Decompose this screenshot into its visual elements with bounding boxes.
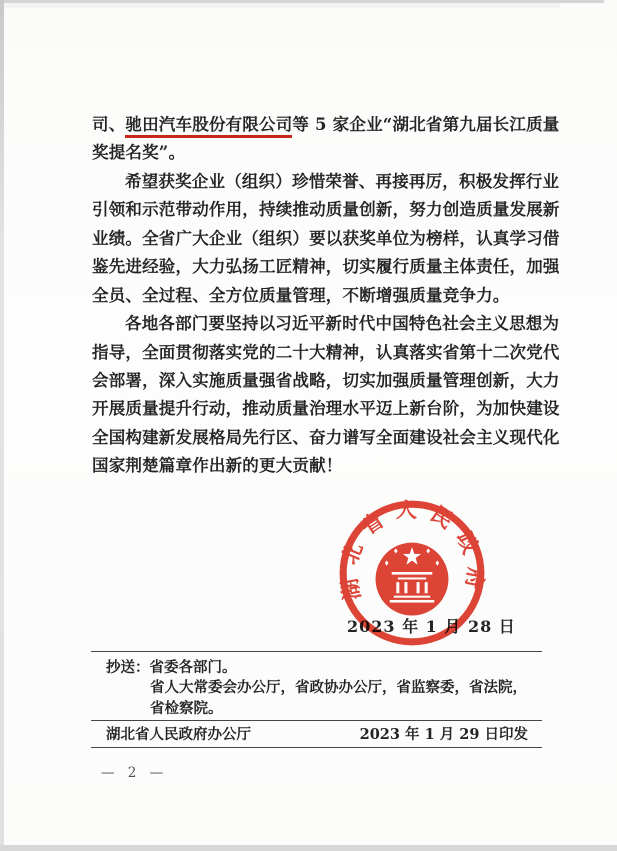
text-segment: 等 5 家企业“湖北省第九届长江质量 (292, 115, 560, 134)
government-seal (331, 492, 516, 654)
body-line: 业绩。全省广大企业（组织）要以获奖单位为榜样，认真学习借 (92, 228, 560, 248)
body-line: 希望获奖企业（组织）珍惜荣誉、再接再厉，积极发挥行业 (125, 171, 560, 191)
body-line: 国家荆楚篇章作出新的更大贡献！ (92, 456, 343, 476)
issuer-office: 湖北省人民政府办公厅 (106, 726, 251, 743)
national-emblem-icon (376, 543, 449, 616)
body-line: 各地各部门要坚持以习近平新时代中国特色社会主义思想为 (125, 314, 560, 334)
company-name-underlined: 驰田汽车股份有限公司 (125, 115, 292, 138)
footer-divider-top (91, 651, 542, 652)
body-line: 开展质量提升行动，推动质量治理水平迈上新台阶，为加快建设 (92, 399, 560, 419)
cc-text: 省委各部门。 (149, 659, 237, 676)
cc-block (106, 658, 542, 719)
print-date: 2023 年 1 月 29 日印发 (359, 726, 528, 743)
cc-row: 省检察院。 (150, 699, 223, 717)
footer-divider-bottom (91, 747, 542, 748)
body-line: 引领和示范带动作用，持续推动质量创新，努力创造质量发展新 (92, 200, 560, 220)
seal-org-text: 湖北省人民政府 (335, 498, 489, 603)
page-number: — 2 — (101, 765, 165, 781)
body-line (92, 111, 560, 139)
cc-row: 省人大常委会办公厅，省政协办公厅，省监察委，省法院， (150, 679, 527, 697)
footer-divider-middle (91, 720, 542, 721)
cc-label: 抄送： (106, 659, 150, 676)
body-line: 奖提名奖”。 (92, 143, 186, 163)
body-line: 全国构建新发展格局先行区、奋力谱写全面建设社会主义现代化 (92, 427, 560, 447)
scan-edge-top-fade (0, 3, 560, 8)
body-line: 指导，全面贯彻落实党的二十大精神，认真落实省第十二次党代 (92, 342, 560, 362)
scan-edge-left (0, 0, 4, 851)
signature-date: 2023 年 1 月 28 日 (347, 617, 516, 636)
body-line: 会部署，深入实施质量强省战略，切实加强质量管理创新，大力 (92, 370, 560, 390)
body-line: 鉴先进经验，大力弘扬工匠精神，切实履行质量主体责任，加强 (92, 257, 560, 277)
issue-row (106, 726, 528, 744)
cc-row (106, 658, 542, 678)
scan-edge-bottom (0, 845, 617, 851)
body-line: 全员、全过程、全方位质量管理，不断增强质量竞争力。 (92, 285, 510, 305)
document-body (92, 111, 560, 481)
text-segment: 司、 (92, 115, 126, 134)
